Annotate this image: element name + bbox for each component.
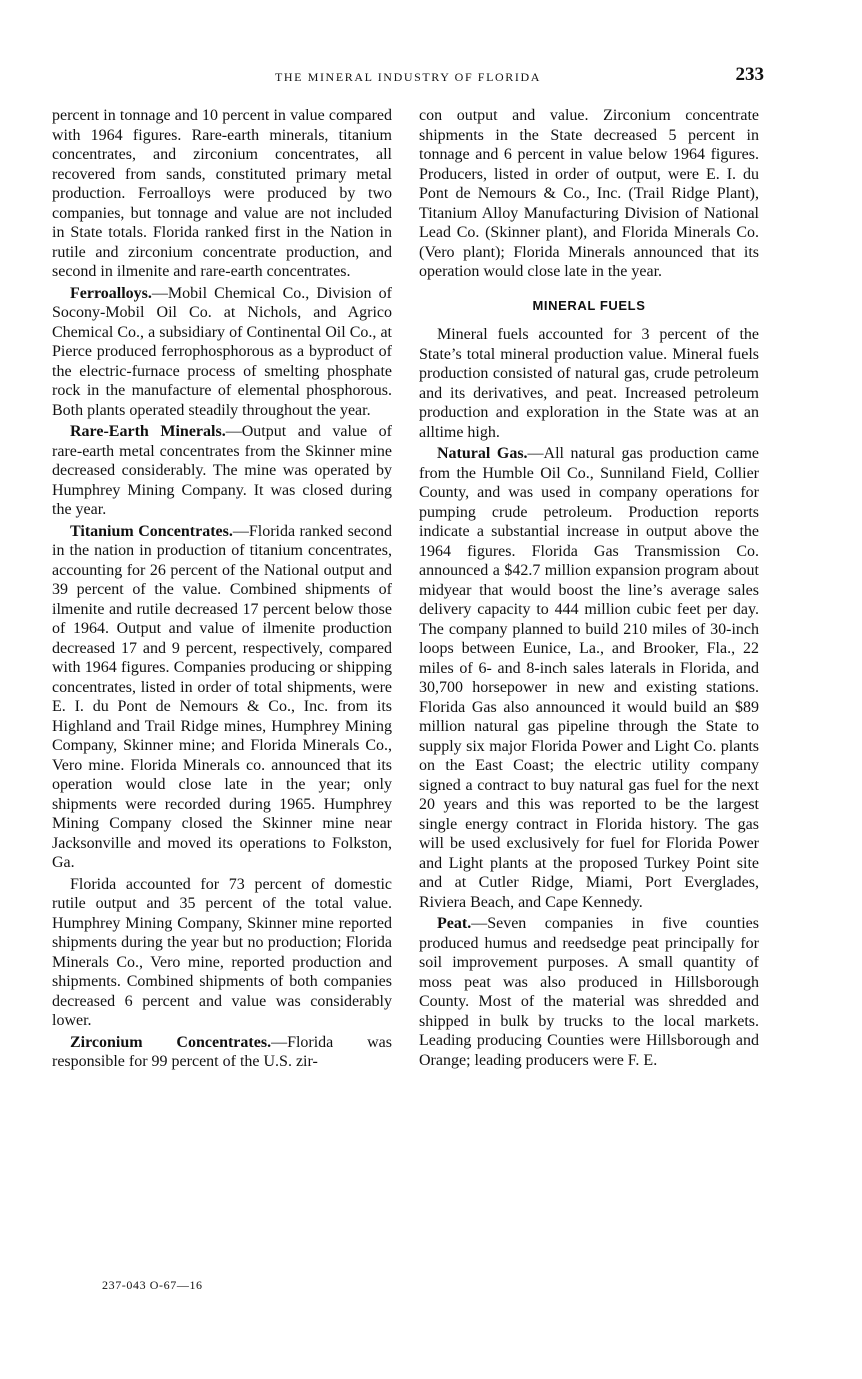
page-number: 233 bbox=[735, 64, 764, 85]
paragraph-text: —Seven companies in five counties produced humus and reedsedge peat principally for soil improvement purposes. A small quantity of moss peat was also produced in Hillsborough County. Most of the material was shredded and shipped in bulk by trucks to the local markets. Leading producing Counties were Hillsborough and Orange; leading producers were F. E. bbox=[419, 915, 759, 1069]
running-title: THE MINERAL INDUSTRY OF FLORIDA bbox=[274, 70, 542, 84]
run-in-heading: Peat. bbox=[437, 915, 472, 932]
paragraph-peat bbox=[419, 914, 759, 1070]
run-in-heading: Titanium Concentrates. bbox=[70, 522, 233, 540]
paragraph-zirconium bbox=[52, 1033, 392, 1072]
paragraph-text: —Florida ranked second in the nation in production of titanium concentrates, accounting for 26 percent of the National output and 39 percent of the value. Combined shipments of ilmenite and rutile decreased 17 percent below those of 1964. Output and value of ilmenite production decreased 17 and 9 percent, respectively, compared with 1964 figures. Companies producing or shipping concentrates, listed in order of total shipments, were E. I. du Pont de Nemours & Co., Inc. from its Highland and Trail Ridge mines, Humphrey Mining Company, Skinner mine; and Florida Minerals Co., Vero mine. Florida Minerals co. announced that its operation would close late in the year; only shipments were recorded during 1965. Humphrey Mining Company closed the Skinner mine near Jacksonville and moved its operations to Folkston, Ga. bbox=[52, 522, 392, 871]
paragraph-rutile bbox=[52, 875, 392, 1031]
left-column bbox=[52, 106, 392, 1072]
paragraph-text: Florida accounted for 73 percent of domestic rutile output and 35 percent of the total value. Humphrey Mining Company, Skinner mine reported shipments during the year but no production; Florida Minerals Co., Vero mine, reported production and shipments. Combined shipments of both companies decreased 6 percent and value was considerably lower. bbox=[52, 875, 392, 1029]
footer-print-code: 237-043 O-67—16 bbox=[102, 1278, 203, 1292]
paragraph-text: Mineral fuels accounted for 3 percent of the State’s total mineral production value. Mineral fuels production consisted of natural gas, crude petroleum and its derivatives, and peat. Increased petroleum production and exploration in the State was at an alltime high. bbox=[419, 326, 759, 441]
paragraph-ferroalloys bbox=[52, 284, 392, 421]
paragraph-zirconium-continued bbox=[419, 106, 759, 282]
run-in-heading: Ferroalloys. bbox=[70, 284, 152, 302]
paragraph-titanium bbox=[52, 522, 392, 873]
paragraph-text: con output and value. Zirconium concentrate shipments in the State decreased 5 percent in tonnage and 6 percent in value below 1964 figures. Producers, listed in order of output, were E. I. du Pont de Nemours & Co., Inc. (Trail Ridge Plant), Titanium Alloy Manufacturing Division of National Lead Co. (Skinner plant), and Florida Minerals Co. (Vero plant); Florida Minerals announced that its operation would close late in the year. bbox=[419, 107, 759, 280]
paragraph-natural-gas bbox=[419, 444, 759, 912]
paragraph-text: —All natural gas production came from the Humble Oil Co., Sunniland Field, Collier County, and was used in company operations for pumping crude petroleum. Production reports indicate a substantial increase in output above the 1964 figures. Florida Gas Transmission Co. announced a $42.7 million expansion program about midyear that would boost the line’s average sales delivery capacity to 444 million cubic feet per day. The company planned to build 210 miles of 30-inch loops between Eunice, La., and Brooker, Fla., 22 miles of 6- and 8-inch sales laterals in Florida, and 30,700 horsepower in new and existing stations. Florida Gas also announced it would build an $89 million natural gas pipeline through the State to supply six major Florida Power and Light Co. plants on the East Coast; the electric utility company signed a contract to buy natural gas fuel for the next 20 years and this was reported to be the largest single energy contract in Florida history. The gas will be used exclusively for fuel for Florida Power and Light plants at the proposed Turkey Point site and at Cutler Ridge, Miami, Port Everglades, Riviera Beach, and Cape Kennedy. bbox=[419, 445, 759, 911]
run-in-heading: Rare-Earth Minerals. bbox=[70, 423, 226, 440]
run-in-heading: Natural Gas. bbox=[437, 445, 528, 462]
paragraph-mineral-fuels bbox=[419, 325, 759, 442]
run-in-heading: Zirconium Concentrates. bbox=[70, 1033, 272, 1051]
paragraph bbox=[52, 106, 392, 282]
paragraph-text: —Mobil Chemical Co., Division of Socony-Mobil Oil Co. at Nichols, and Agrico Chemical Co., a subsidiary of Continental Oil Co., at Pierce produced ferrophosphorous as a byproduct of the electric-furnace process of smelting phosphate rock in the manufacture of elemental phosphorous. Both plants operated steadily throughout the year. bbox=[52, 284, 392, 419]
right-column bbox=[419, 106, 759, 1070]
section-heading: MINERAL FUELS bbox=[532, 297, 646, 313]
paragraph-text: —Florida was responsible for 99 percent of the U.S. zir- bbox=[52, 1033, 392, 1070]
paragraph-rare-earth bbox=[52, 422, 392, 520]
paragraph-text: percent in tonnage and 10 percent in value compared with 1964 figures. Rare-earth minerals, titanium concentrates, and zirconium concentrates, all recovered from sands, constituted primary metal production. Ferroalloys were produced by two companies, but tonnage and value are not included in State totals. Florida ranked first in the Nation in rutile and zirconium concentrate production, and second in ilmenite and rare-earth concentrates. bbox=[52, 107, 392, 280]
paragraph-text: —Output and value of rare-earth metal concentrates from the Skinner mine decreased considerably. The mine was operated by Humphrey Mining Company. It was closed during the year. bbox=[52, 423, 392, 518]
